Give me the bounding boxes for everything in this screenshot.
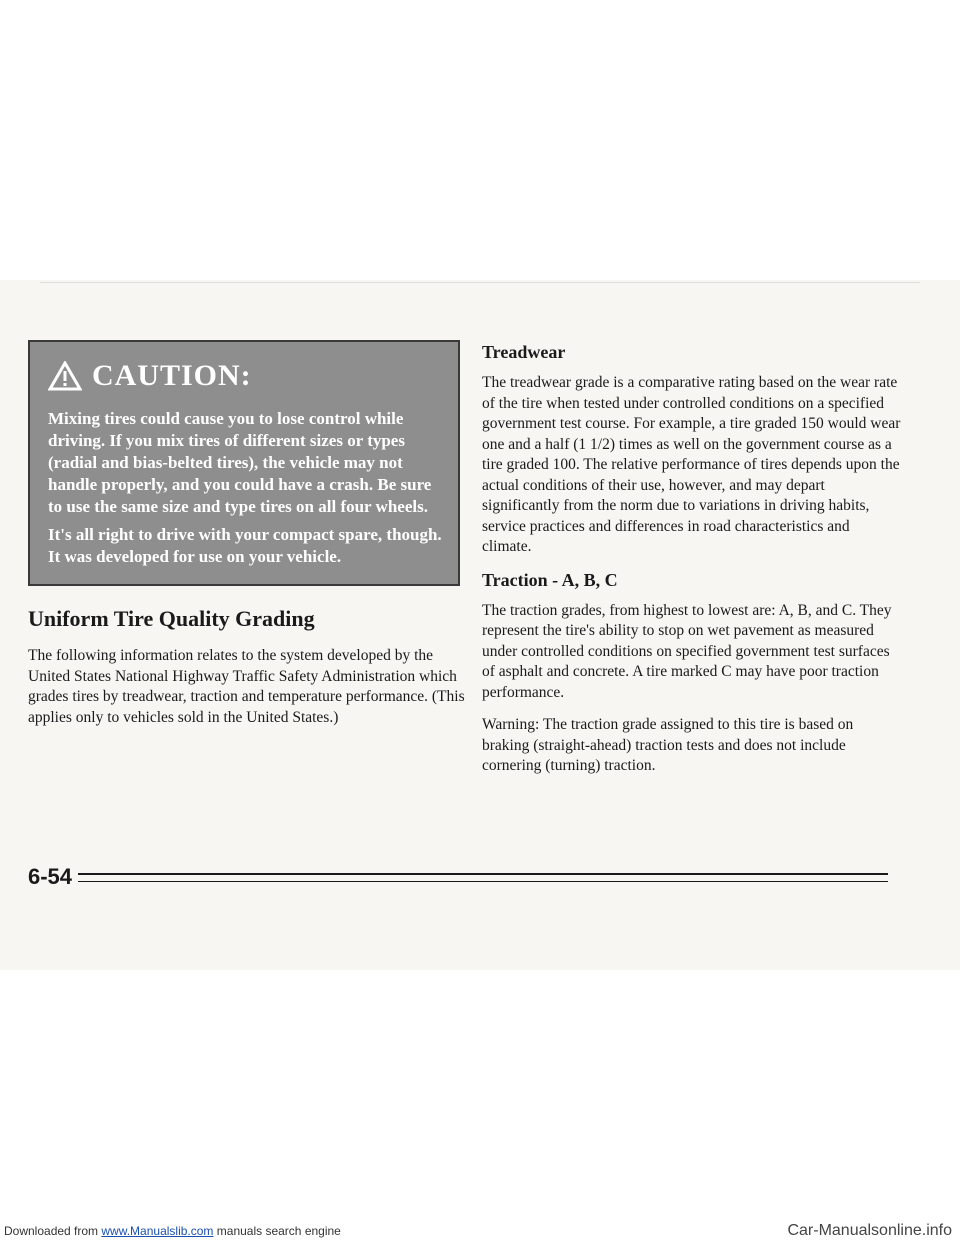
download-suffix: manuals search engine bbox=[213, 1224, 341, 1238]
download-notice bbox=[4, 1224, 341, 1238]
warning-triangle-icon bbox=[48, 361, 82, 391]
caution-box bbox=[28, 340, 460, 586]
caution-title: CAUTION: bbox=[92, 359, 252, 392]
traction-warning-paragraph: Warning: The traction grade assigned to this tire is based on braking (straight-ahead) traction tests and does not include cornering (turning) traction. bbox=[482, 716, 854, 774]
caution-paragraph-2: It's all right to drive with your compact spare, though. It was developed for use on your vehicle. bbox=[48, 525, 442, 566]
download-banner bbox=[0, 1222, 960, 1242]
manualslib-link[interactable]: www.Manualslib.com bbox=[101, 1224, 214, 1238]
left-column bbox=[28, 606, 468, 740]
watermark-text: Car-Manualsonline.info bbox=[787, 1222, 952, 1239]
caution-header bbox=[48, 354, 442, 398]
download-prefix: Downloaded from bbox=[4, 1224, 102, 1238]
caution-paragraph-1: Mixing tires could cause you to lose control while driving. If you mix tires of different sizes or types (radial and bias-belted tires), the vehicle may not handle properly, and you could have a crash. Be sure to use the same size and type tires on all four wheels. bbox=[48, 409, 432, 516]
footer-rule bbox=[78, 873, 888, 882]
traction-paragraph: The traction grades, from highest to lowest are: A, B, and C. They represent the tire's ability to stop on wet pavement as measured under controlled conditions on specified government test surfaces of asphalt and concrete. A tire marked C may have poor traction performance. bbox=[482, 601, 892, 701]
traction-heading: Traction - A, B, C bbox=[482, 569, 618, 590]
treadwear-heading: Treadwear bbox=[482, 342, 566, 362]
page-number: 6-54 bbox=[28, 864, 73, 889]
grading-intro-paragraph: The following information relates to the system developed by the United States National Highway Traffic Safety Administration which grades tires by treadwear, traction and temperature performance. (This applies only to vehicles sold in the United States.) bbox=[28, 647, 465, 726]
section-heading: Uniform Tire Quality Grading bbox=[28, 606, 315, 631]
top-rule bbox=[40, 282, 920, 283]
page-footer bbox=[28, 862, 888, 892]
treadwear-paragraph: The treadwear grade is a comparative rating based on the wear rate of the tire when tested under controlled conditions on a specified government test course. For example, a tire graded 150 would wear one and a half (1 1/2) times as well on the government course as a tire graded 100. The relative performance of tires depends upon the actual conditions of their use, however, and may depart significantly from the norm due to variations in driving habits, service practices and differences in road characteristics and climate. bbox=[482, 374, 901, 555]
right-column bbox=[482, 342, 902, 789]
